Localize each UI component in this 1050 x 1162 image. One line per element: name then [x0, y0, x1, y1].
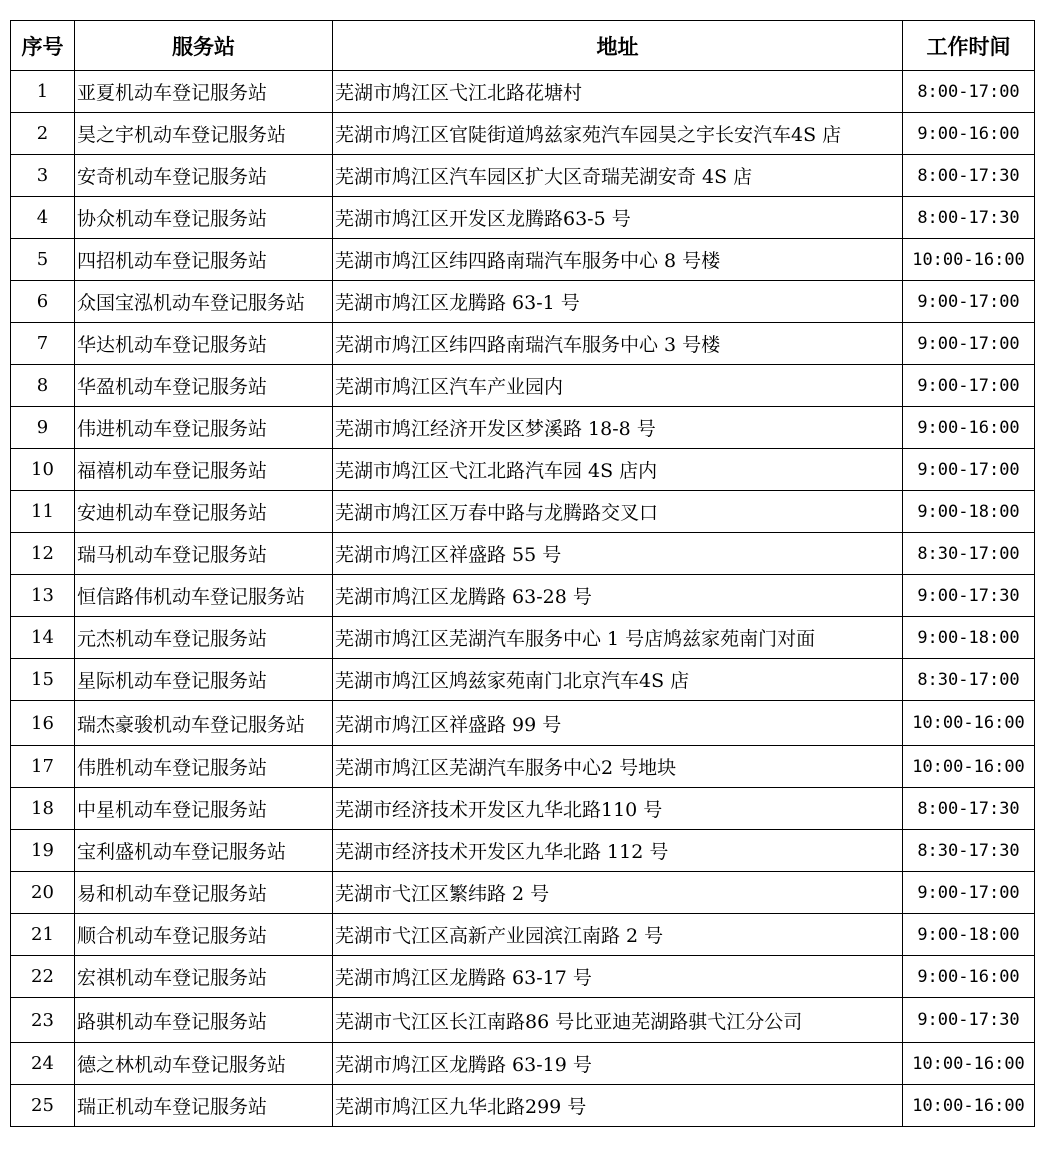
- row-number: 21: [11, 914, 75, 956]
- station-address: 芜湖市鸠江经济开发区梦溪路 18-8 号: [333, 407, 903, 449]
- row-number: 24: [11, 1043, 75, 1085]
- station-address: 芜湖市经济技术开发区九华北路 112 号: [333, 830, 903, 872]
- table-row: [11, 914, 1035, 956]
- station-address: 芜湖市鸠江区祥盛路 99 号: [333, 701, 903, 746]
- station-hours: 9:00-16:00: [903, 407, 1035, 449]
- station-hours: 9:00-17:30: [903, 575, 1035, 617]
- header-number: 序号: [11, 21, 75, 71]
- row-number: 9: [11, 407, 75, 449]
- table-row: [11, 491, 1035, 533]
- table-row: [11, 617, 1035, 659]
- station-name: 昊之宇机动车登记服务站: [75, 113, 333, 155]
- station-hours: 8:00-17:30: [903, 197, 1035, 239]
- station-name: 瑞正机动车登记服务站: [75, 1085, 333, 1127]
- table-row: [11, 830, 1035, 872]
- table-row: [11, 281, 1035, 323]
- row-number: 22: [11, 956, 75, 998]
- header-station: 服务站: [75, 21, 333, 71]
- station-address: 芜湖市鸠江区芜湖汽车服务中心 1 号店鸠兹家苑南门对面: [333, 617, 903, 659]
- table-row: [11, 998, 1035, 1043]
- station-address: 芜湖市鸠江区龙腾路 63-1 号: [333, 281, 903, 323]
- row-number: 6: [11, 281, 75, 323]
- station-address: 芜湖市鸠江区纬四路南瑞汽车服务中心 3 号楼: [333, 323, 903, 365]
- row-number: 2: [11, 113, 75, 155]
- station-name: 易和机动车登记服务站: [75, 872, 333, 914]
- row-number: 12: [11, 533, 75, 575]
- row-number: 23: [11, 998, 75, 1043]
- station-address: 芜湖市鸠江区弋江北路汽车园 4S 店内: [333, 449, 903, 491]
- station-hours: 8:00-17:00: [903, 71, 1035, 113]
- row-number: 1: [11, 71, 75, 113]
- station-name: 伟胜机动车登记服务站: [75, 746, 333, 788]
- station-name: 华达机动车登记服务站: [75, 323, 333, 365]
- station-hours: 9:00-17:30: [903, 998, 1035, 1043]
- service-station-table: [10, 20, 1035, 1127]
- row-number: 18: [11, 788, 75, 830]
- station-address: 芜湖市鸠江区万春中路与龙腾路交叉口: [333, 491, 903, 533]
- station-hours: 10:00-16:00: [903, 701, 1035, 746]
- row-number: 3: [11, 155, 75, 197]
- table-row: [11, 533, 1035, 575]
- station-name: 众国宝泓机动车登记服务站: [75, 281, 333, 323]
- row-number: 5: [11, 239, 75, 281]
- table-row: [11, 323, 1035, 365]
- station-address: 芜湖市鸠江区官陡街道鸠兹家苑汽车园昊之宇长安汽车4S 店: [333, 113, 903, 155]
- row-number: 11: [11, 491, 75, 533]
- station-hours: 8:30-17:00: [903, 659, 1035, 701]
- station-hours: 9:00-16:00: [903, 113, 1035, 155]
- station-name: 宏祺机动车登记服务站: [75, 956, 333, 998]
- table-row: [11, 407, 1035, 449]
- table-row: [11, 449, 1035, 491]
- station-name: 路骐机动车登记服务站: [75, 998, 333, 1043]
- row-number: 17: [11, 746, 75, 788]
- row-number: 16: [11, 701, 75, 746]
- table-row: [11, 701, 1035, 746]
- station-address: 芜湖市鸠江区汽车产业园内: [333, 365, 903, 407]
- table-row: [11, 746, 1035, 788]
- station-address: 芜湖市鸠江区龙腾路 63-28 号: [333, 575, 903, 617]
- row-number: 20: [11, 872, 75, 914]
- station-name: 元杰机动车登记服务站: [75, 617, 333, 659]
- station-hours: 10:00-16:00: [903, 746, 1035, 788]
- header-address: 地址: [333, 21, 903, 71]
- row-number: 19: [11, 830, 75, 872]
- station-name: 华盈机动车登记服务站: [75, 365, 333, 407]
- table-row: [11, 872, 1035, 914]
- row-number: 13: [11, 575, 75, 617]
- station-hours: 10:00-16:00: [903, 239, 1035, 281]
- station-address: 芜湖市鸠江区芜湖汽车服务中心2 号地块: [333, 746, 903, 788]
- table-row: [11, 788, 1035, 830]
- table-row: [11, 113, 1035, 155]
- table-row: [11, 1043, 1035, 1085]
- station-hours: 8:00-17:30: [903, 788, 1035, 830]
- station-name: 瑞马机动车登记服务站: [75, 533, 333, 575]
- station-address: 芜湖市弋江区繁纬路 2 号: [333, 872, 903, 914]
- station-hours: 9:00-17:00: [903, 365, 1035, 407]
- table-row: [11, 575, 1035, 617]
- header-row: [11, 21, 1035, 71]
- row-number: 15: [11, 659, 75, 701]
- station-address: 芜湖市鸠江区祥盛路 55 号: [333, 533, 903, 575]
- station-name: 协众机动车登记服务站: [75, 197, 333, 239]
- station-hours: 10:00-16:00: [903, 1043, 1035, 1085]
- table-row: [11, 71, 1035, 113]
- station-address: 芜湖市鸠江区龙腾路 63-17 号: [333, 956, 903, 998]
- station-name: 中星机动车登记服务站: [75, 788, 333, 830]
- station-hours: 8:00-17:30: [903, 155, 1035, 197]
- station-name: 星际机动车登记服务站: [75, 659, 333, 701]
- station-hours: 9:00-17:00: [903, 449, 1035, 491]
- table-row: [11, 956, 1035, 998]
- station-name: 德之林机动车登记服务站: [75, 1043, 333, 1085]
- station-name: 福禧机动车登记服务站: [75, 449, 333, 491]
- station-hours: 8:30-17:00: [903, 533, 1035, 575]
- table-body: [11, 71, 1035, 1127]
- row-number: 8: [11, 365, 75, 407]
- table-header: [11, 21, 1035, 71]
- row-number: 14: [11, 617, 75, 659]
- station-address: 芜湖市鸠江区开发区龙腾路63-5 号: [333, 197, 903, 239]
- station-name: 安迪机动车登记服务站: [75, 491, 333, 533]
- station-name: 宝利盛机动车登记服务站: [75, 830, 333, 872]
- station-name: 亚夏机动车登记服务站: [75, 71, 333, 113]
- station-address: 芜湖市鸠江区鸠兹家苑南门北京汽车4S 店: [333, 659, 903, 701]
- station-name: 恒信路伟机动车登记服务站: [75, 575, 333, 617]
- station-address: 芜湖市鸠江区纬四路南瑞汽车服务中心 8 号楼: [333, 239, 903, 281]
- station-address: 芜湖市鸠江区汽车园区扩大区奇瑞芜湖安奇 4S 店: [333, 155, 903, 197]
- table-row: [11, 197, 1035, 239]
- station-address: 芜湖市经济技术开发区九华北路110 号: [333, 788, 903, 830]
- row-number: 10: [11, 449, 75, 491]
- station-address: 芜湖市鸠江区九华北路299 号: [333, 1085, 903, 1127]
- station-address: 芜湖市鸠江区龙腾路 63-19 号: [333, 1043, 903, 1085]
- station-hours: 9:00-18:00: [903, 914, 1035, 956]
- station-hours: 9:00-18:00: [903, 491, 1035, 533]
- table-row: [11, 239, 1035, 281]
- table-row: [11, 659, 1035, 701]
- station-name: 四招机动车登记服务站: [75, 239, 333, 281]
- station-address: 芜湖市鸠江区弋江北路花塘村: [333, 71, 903, 113]
- row-number: 4: [11, 197, 75, 239]
- station-address: 芜湖市弋江区长江南路86 号比亚迪芜湖路骐弋江分公司: [333, 998, 903, 1043]
- table-row: [11, 365, 1035, 407]
- row-number: 7: [11, 323, 75, 365]
- station-hours: 9:00-17:00: [903, 281, 1035, 323]
- station-hours: 9:00-17:00: [903, 872, 1035, 914]
- station-name: 顺合机动车登记服务站: [75, 914, 333, 956]
- table-row: [11, 155, 1035, 197]
- station-name: 瑞杰豪骏机动车登记服务站: [75, 701, 333, 746]
- header-hours: 工作时间: [903, 21, 1035, 71]
- station-hours: 8:30-17:30: [903, 830, 1035, 872]
- station-hours: 10:00-16:00: [903, 1085, 1035, 1127]
- station-hours: 9:00-17:00: [903, 323, 1035, 365]
- table-row: [11, 1085, 1035, 1127]
- row-number: 25: [11, 1085, 75, 1127]
- station-hours: 9:00-18:00: [903, 617, 1035, 659]
- station-name: 安奇机动车登记服务站: [75, 155, 333, 197]
- station-hours: 9:00-16:00: [903, 956, 1035, 998]
- station-name: 伟进机动车登记服务站: [75, 407, 333, 449]
- station-address: 芜湖市弋江区高新产业园滨江南路 2 号: [333, 914, 903, 956]
